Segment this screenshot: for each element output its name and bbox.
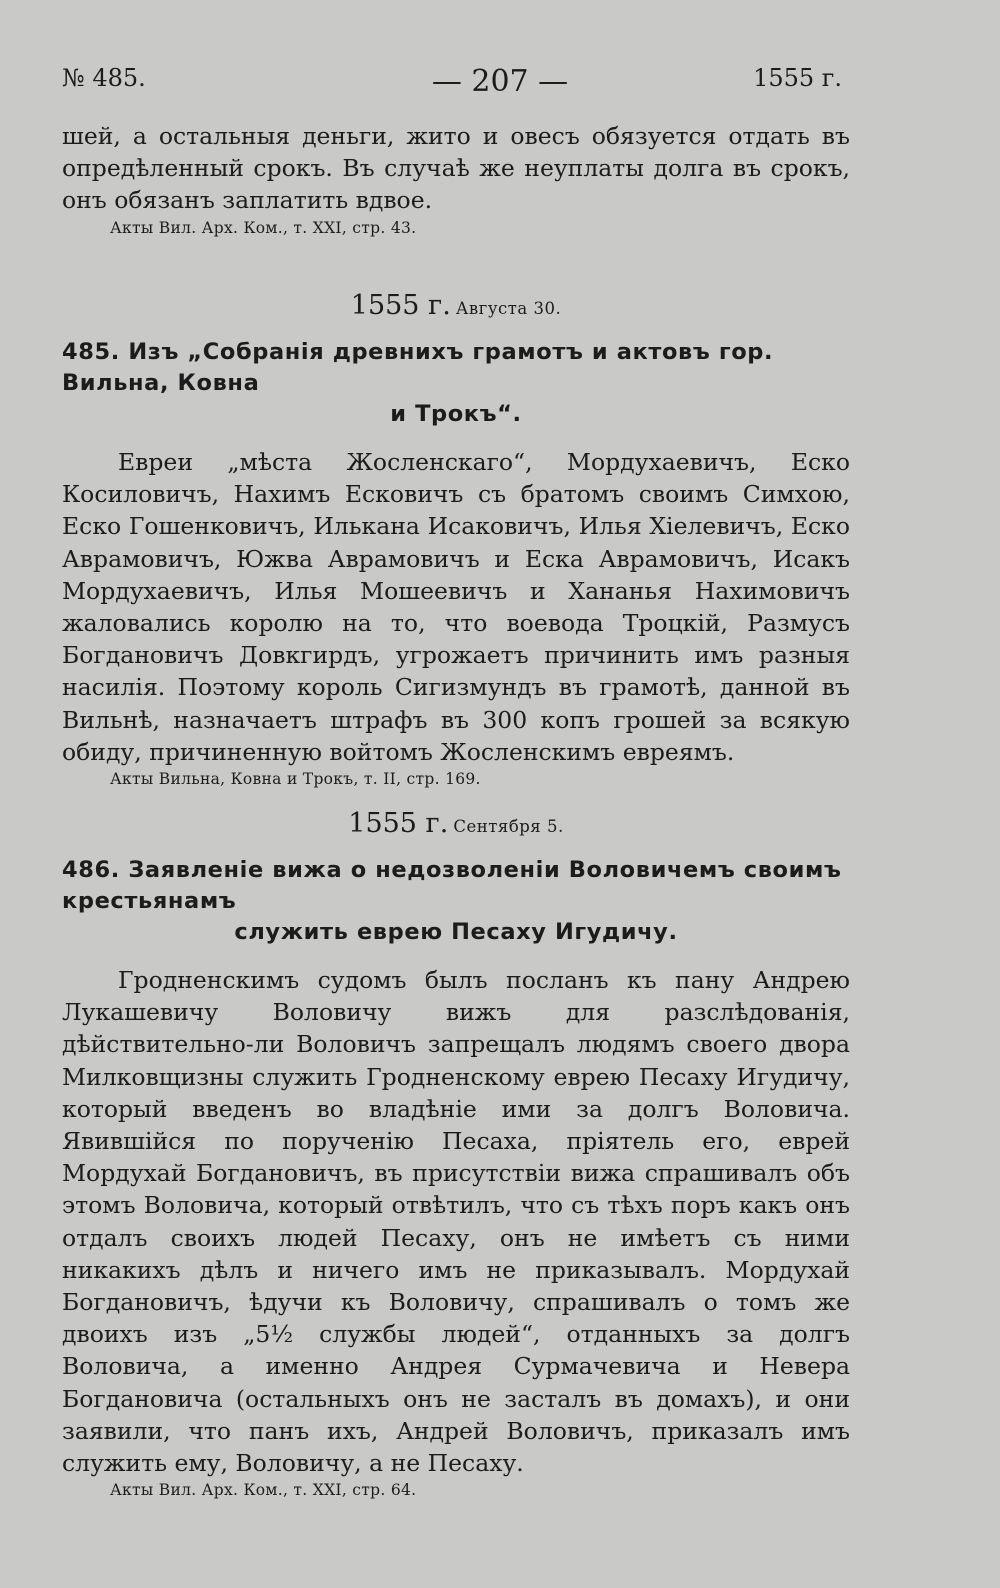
entry-485 bbox=[62, 290, 850, 788]
running-head-entry-number: № 485. bbox=[62, 64, 146, 92]
title-line-2: и Трокъ“. bbox=[390, 401, 522, 427]
source-citation: Акты Вил. Арх. Ком., т. XXI, стр. 64. bbox=[110, 1481, 417, 1500]
title-line-1: 486. Заявленіе вижа о недозволеніи Воловичемъ своимъ крестьянамъ bbox=[62, 857, 842, 914]
date-year: 1555 г. bbox=[350, 290, 451, 321]
date-day: Сентября 5. bbox=[453, 817, 564, 836]
entry-text: Гродненскимъ судомъ былъ посланъ къ пану Андрею Лукашевичу Воловичу вижъ для разслѣдованія, дѣйствительно-ли Воловичъ запрещалъ людямъ своего двора Милковщизны служить Гродненскому еврею Песаху Игудичу, который введенъ во владѣніе ими за долгъ Воловича. Явившійся по порученію Песаха, пріятель его, еврей Мордухай Богдановичъ, въ присутствіи вижа спрашивалъ объ этомъ Воловича, который отвѣтилъ, что съ тѣхъ поръ какъ онъ отдалъ своихъ людей Песаху, онъ не имѣетъ съ ними никакихъ дѣлъ и ничего имъ не приказывалъ. Мордухай Богдановичъ, ѣдучи къ Воловичу, спрашивалъ о томъ же двоихъ изъ „5½ службы людей“, отданныхъ за долгъ Воловича, а именно Андрея Сурмачевича и Невера Богдановича (остальныхъ онъ не засталъ въ домахъ), и они заявили, что панъ ихъ, Андрей Воловичъ, приказалъ имъ служить ему, Воловичу, а не Песаху. bbox=[62, 966, 850, 1478]
date-day: Августа 30. bbox=[455, 299, 562, 318]
continuation-text: шей, а остальныя деньги, жито и овесъ обязуется отдать въ опредѣленный срокъ. Въ случаѣ же неуплаты долга въ срокъ, онъ обязанъ заплатить вдвое. bbox=[62, 122, 850, 215]
title-line-1: 485. Изъ „Собранія древнихъ грамотъ и актовъ гор. Вильна, Ковна bbox=[62, 339, 774, 396]
entry-text: Евреи „мѣста Жосленскаго“, Мордухаевичъ, Еско Косиловичъ, Нахимъ Есковичъ съ братомъ своимъ Симхою, Еско Гошенковичъ, Илькана Исаковичъ, Илья Хіелевичъ, Еско Аврамовичъ, Южва Аврамовичъ и Еска Аврамовичъ, Исакъ Мордухаевичъ, Илья Мошеевичъ и Хананья Нахимовичъ жаловались королю на то, что воевода Троцкій, Размусъ Богдановичъ Довкгирдъ, угрожаетъ причинить имъ разныя насилія. Поэтому король Сигизмундъ въ грамотѣ, данной въ Вильнѣ, назначаетъ штрафъ въ 300 копъ грошей за всякую обиду, причиненную войтомъ Жосленскимъ евреямъ. bbox=[62, 448, 850, 766]
entry-title bbox=[62, 855, 850, 948]
page-number: — 207 — bbox=[431, 64, 569, 99]
entry-486 bbox=[62, 808, 850, 1499]
source-citation: Акты Вил. Арх. Ком., т. XXI, стр. 43. bbox=[110, 218, 417, 237]
date-year: 1555 г. bbox=[348, 808, 449, 839]
entry-title bbox=[62, 337, 850, 430]
title-line-2: служить еврею Песаху Игудичу. bbox=[234, 919, 678, 945]
source-citation: Акты Вильна, Ковна и Трокъ, т. II, стр. 169. bbox=[110, 770, 481, 789]
previous-entry-continuation bbox=[62, 120, 850, 237]
entry-date bbox=[62, 808, 850, 839]
running-head-year: 1555 г. bbox=[753, 64, 842, 92]
entry-date bbox=[62, 290, 850, 321]
